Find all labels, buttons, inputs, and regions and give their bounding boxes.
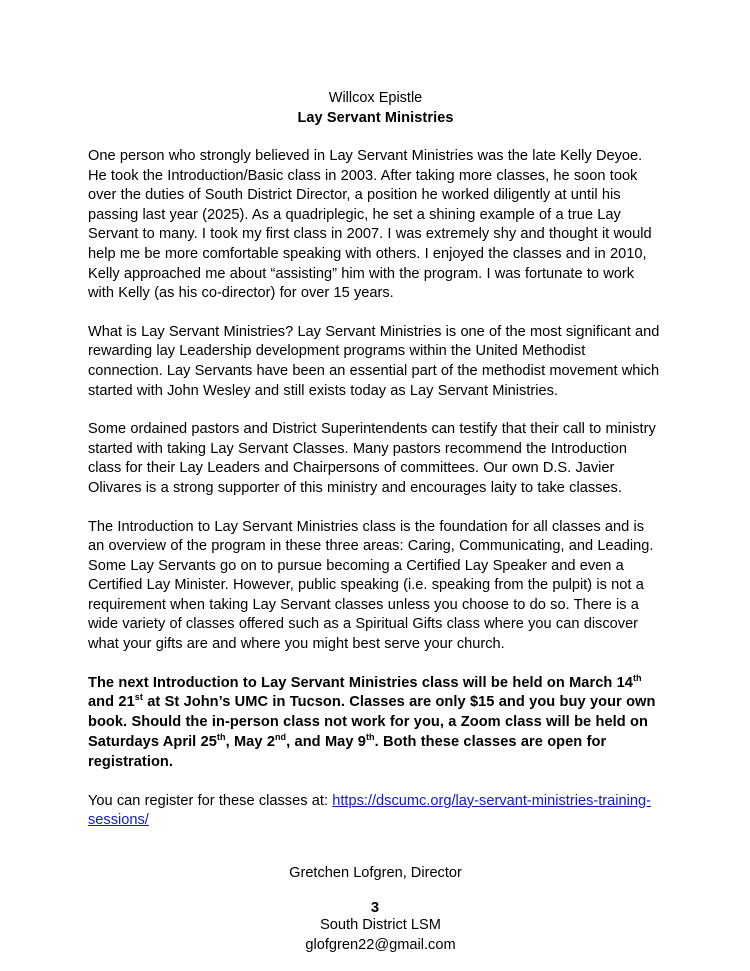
ordinal-suffix: nd [274, 732, 287, 743]
document-masthead [88, 88, 663, 128]
spacer [88, 655, 663, 674]
paragraph-intro-class-overview: The Introduction to Lay Servant Ministries class is the foundation for all classes and is an overview of the program in these three areas: Caring, Communicating, and Leading. Some Lay Servants go on to pursue becoming a Certified Lay Speaker and even a Certified Lay Minister. However, public speaking (i.e. speaking from the pulpit) is not a requirement when taking Lay Servant classes unless you choose to do so. There is a wide variety of classes offered such as a Spiritual Gifts class where you can discover what your gifts are and where you might best serve your church. [88, 518, 654, 653]
paragraph-ordained-pastors: Some ordained pastors and District Superintendents can testify that their call to ministry started with taking Lay Servant Classes. Many pastors recommend the Introduction class for their Lay Leaders and Chairpersons of committees. Our own D.S. Javier Olivares is a strong supporter of this ministry and encourages laity to take classes. [88, 421, 656, 496]
publication-name: Willcox Epistle [328, 90, 423, 106]
spacer [88, 831, 663, 850]
ordinal-suffix: th [365, 732, 375, 743]
registration-link[interactable]: https://dscumc.org/lay-servant-ministries-training-sessions/ [88, 792, 651, 829]
signature-email: glofgren22@gmail.com [305, 937, 456, 954]
ordinal-suffix: th [632, 672, 642, 683]
spacer [88, 499, 663, 518]
signature-organization: South District LSM [320, 917, 441, 934]
signature-name: Gretchen Lofgren, Director [289, 864, 462, 881]
paragraph-next-class-announcement: The next Introduction to Lay Servant Ministries class will be held on March 14th and 21st at St John’s UMC in Tucson. Classes are only $15 and you buy your own book. Should the in-person class not work for you, a Zoom class will be held on Saturdays April 25th, May 2nd, and May 9th. Both these classes are open for registration. [88, 672, 656, 770]
page-title: Lay Servant Ministries [297, 110, 454, 126]
spacer [88, 128, 663, 147]
registration-lead-in: You can register for these classes at: [88, 792, 333, 809]
paragraph-intro: One person who strongly believed in Lay Servant Ministries was the late Kelly Deyoe. He took the Introduction/Basic class in 2003. After taking more classes, he soon took over the duties of South District Director, a position he worked diligently at until his passing last year (2025). As a quadriplegic, he set a shining example of a true Lay Servant to many. I took my first class in 2007. I was extremely shy and thought it would help me be more comfortable speaking with others. I enjoyed the classes and in 2010, Kelly approached me about “assisting” him with the program. I was fortunate to work with Kelly (as his co-director) for over 15 years. [88, 148, 652, 302]
spacer [88, 850, 663, 864]
page-number: 3 [370, 900, 380, 916]
paragraph-what-is: What is Lay Servant Ministries? Lay Servant Ministries is one of the most significant and rewarding lay Leadership development programs within the United Methodist connection. Lay Servants have been an essential part of the methodist movement which started with John Wesley and still exists today as Lay Servant Ministries. [88, 323, 660, 399]
paragraph-registration [88, 792, 663, 831]
spacer [88, 773, 663, 792]
document-body [88, 88, 663, 956]
ordinal-suffix: st [134, 692, 143, 703]
ordinal-suffix: th [216, 732, 226, 743]
spacer [88, 401, 663, 420]
spacer [88, 304, 663, 323]
